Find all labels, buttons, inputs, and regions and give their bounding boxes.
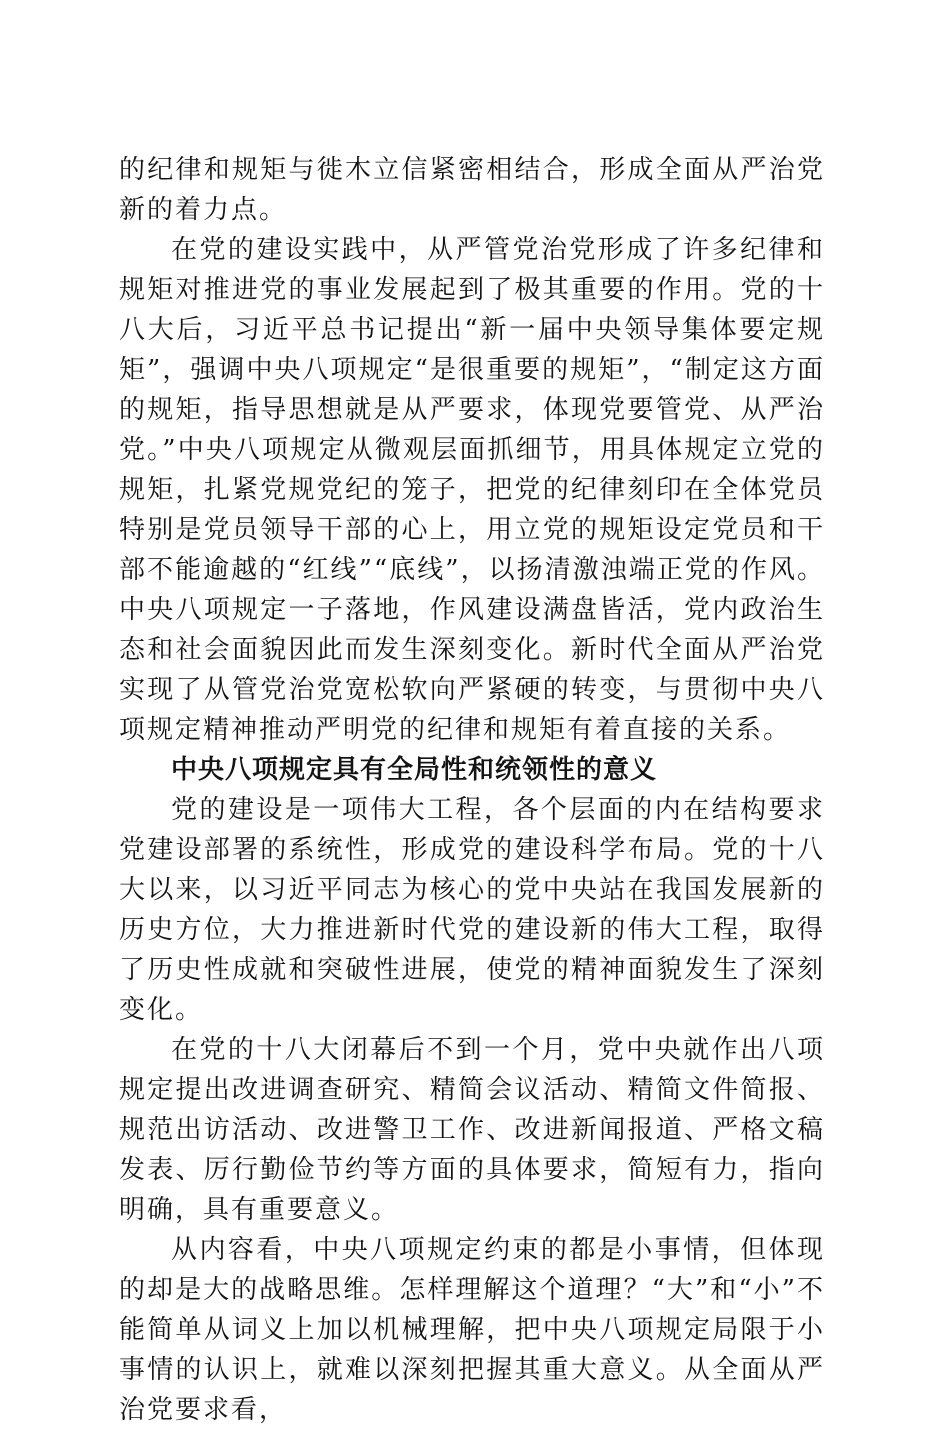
paragraph-content-view: 从内容看，中央八项规定约束的都是小事情，但体现的却是大的战略思维。怎样理解这个道理？“大”和“小”不能简单从词义上加以机械理解，把中央八项规定局限于小事情的认识上，就难以深刻把握其重大意义。从全面从严治党要求看， [119,1235,825,1425]
paragraph-discipline-practice: 在党的建设实践中，从严管党治党形成了许多纪律和规矩对推进党的事业发展起到了极其重要的作用。党的十八大后，习近平总书记提出“新一届中央领导集体要定规矩”，强调中央八项规定“是很重要的规矩”，“制定这方面的规矩，指导思想就是从严要求，体现党要管党、从严治党。”中央八项规定从微观层面抓细节，用具体规定立党的规矩，扎紧党规党纪的笼子，把党的纪律刻印在全体党员特别是党员领导干部的心上，用立党的规矩设定党员和干部不能逾越的“红线”“底线”，以扬清激浊端正党的作风。中央八项规定一子落地，作风建设满盘皆活，党内政治生态和社会面貌因此而发生深刻变化。新时代全面从严治党实现了从管党治党宽松软向严紧硬的转变，与贯彻中央八项规定精神推动严明党的纪律和规矩有着直接的关系。 [119,235,825,745]
paragraph-continued: 的纪律和规矩与徙木立信紧密相结合，形成全面从严治党新的着力点。 [119,155,825,225]
paragraph-party-building: 党的建设是一项伟大工程，各个层面的内在结构要求党建设部署的系统性，形成党的建设科学布局。党的十八大以来，以习近平同志为核心的党中央站在我国发展新的历史方位，大力推进新时代党的建设新的伟大工程，取得了历史性成就和突破性进展，使党的精神面貌发生了深刻变化。 [119,795,825,1025]
section-heading: 中央八项规定具有全局性和统领性的意义 [171,755,658,785]
paragraph-eight-rules: 在党的十八大闭幕后不到一个月，党中央就作出八项规定提出改进调查研究、精简会议活动、精简文件简报、规范出访活动、改进警卫工作、改进新闻报道、严格文稿发表、厉行勤俭节约等方面的具体要求，简短有力，指向明确，具有重要意义。 [119,1035,825,1225]
document-body [119,150,825,1430]
